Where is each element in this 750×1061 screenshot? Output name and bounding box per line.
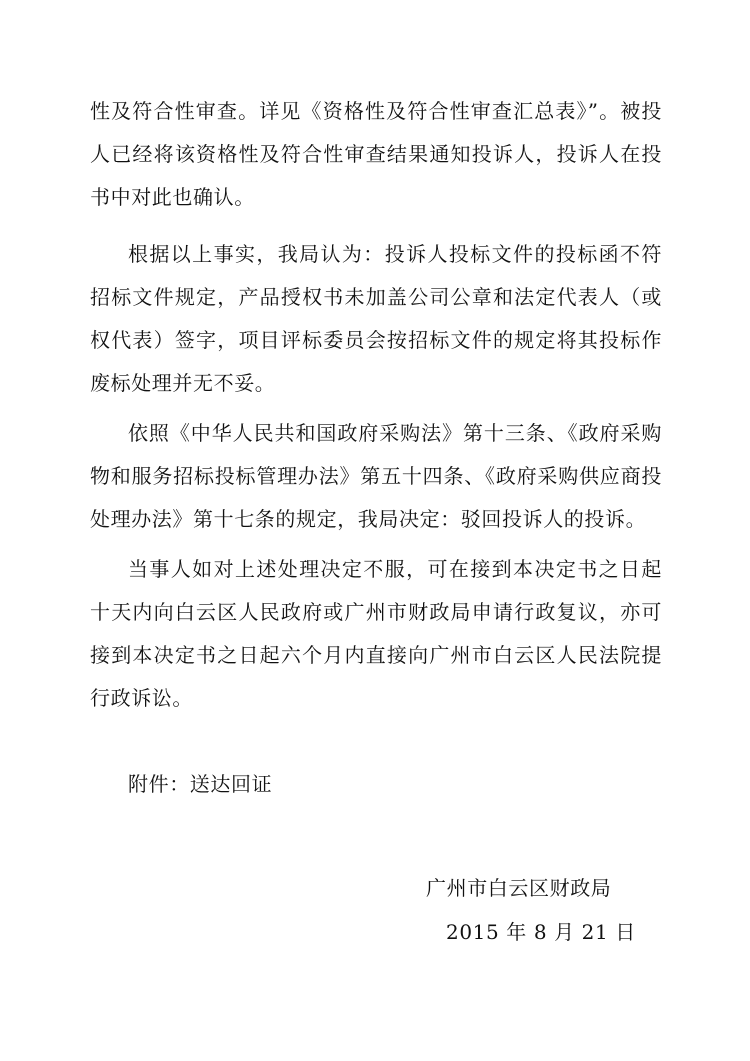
paragraph-line: 招标文件规定，产品授权书未加盖公司公章和法定代表人（或 (90, 285, 662, 309)
attachment-note: 附件：送达回证 (128, 772, 273, 796)
paragraph-line: 物和服务招标投标管理办法》第五十四条、《政府采购供应商投 (90, 464, 662, 488)
issue-date: 2015 年 8 月 21 日 (446, 920, 636, 944)
paragraph-line: 依照《中华人民共和国政府采购法》第十三条、《政府采购 (128, 421, 662, 445)
paragraph-line: 当事人如对上述处理决定不服，可在接到本决定书之日起 (128, 557, 662, 581)
paragraph-line: 接到本决定书之日起六个月内直接向广州市白云区人民法院提 (90, 643, 662, 667)
paragraph-line: 书中对此也确认。 (90, 185, 255, 209)
paragraph-line: 废标处理并无不妥。 (90, 371, 276, 395)
paragraph-line: 性及符合性审查。详见《资格性及符合性审查汇总表》”。被投 (90, 99, 662, 123)
paragraph-line: 十天内向白云区人民政府或广州市财政局申请行政复议，亦可 (90, 600, 662, 624)
paragraph-line: 处理办法》第十七条的规定，我局决定：驳回投诉人的投诉。 (90, 507, 647, 531)
paragraph-line: 权代表）签字，项目评标委员会按招标文件的规定将其投标作 (90, 328, 662, 352)
paragraph-line: 行政诉讼。 (90, 686, 193, 710)
issuer-signature: 广州市白云区财政局 (426, 876, 612, 900)
paragraph-line: 根据以上事实，我局认为：投诉人投标文件的投标函不符 (128, 242, 662, 266)
paragraph-line: 人已经将该资格性及符合性审查结果通知投诉人，投诉人在投 (90, 142, 662, 166)
